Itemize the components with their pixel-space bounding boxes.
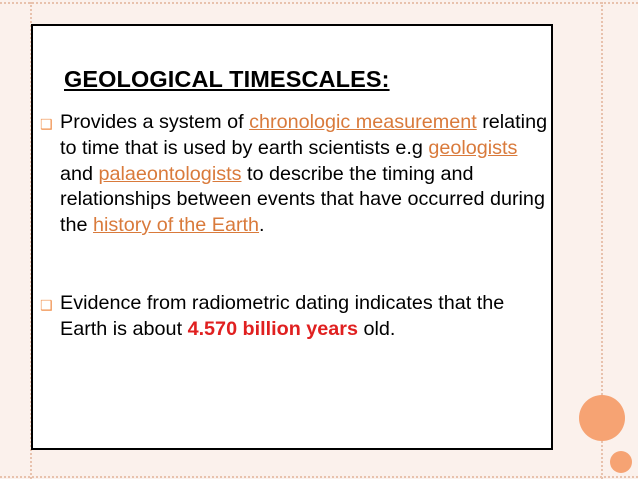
decorative-circle-small — [610, 451, 632, 473]
bottom-dotted-rule — [0, 476, 638, 478]
bullet-text-segment: Provides a system of — [60, 111, 250, 133]
bullet-text — [40, 291, 548, 343]
bullet-text-segment: Evidence from radiometric dating indicates that the Earth is about — [60, 292, 505, 340]
slide-title: GEOLOGICAL TIMESCALES: — [64, 66, 390, 92]
bullet-item — [40, 110, 548, 239]
palaeontologists-link[interactable]: palaeontologists — [98, 162, 242, 185]
bullet-text-segment: to describe the timing and relationships between events that have occurred during the — [60, 162, 545, 237]
bullet-text-segment: relating to time that is used by earth scientists e.g — [60, 111, 548, 159]
geologists-link[interactable]: geologists — [428, 136, 518, 159]
top-dotted-rule — [0, 2, 638, 4]
earth-age-highlight: 4.570 billion years — [187, 317, 358, 340]
decorative-circle-large — [579, 395, 625, 441]
bullet-square-icon: ❑ — [40, 116, 53, 132]
bullet-text — [40, 110, 548, 239]
bullet-item — [40, 291, 548, 343]
bullet-text-segment: old. — [358, 317, 396, 340]
bullet-square-icon: ❑ — [40, 297, 53, 313]
bullet-text-segment: . — [259, 214, 265, 237]
history-of-the-earth-link[interactable]: history of the Earth — [93, 214, 260, 237]
chronologic-measurement-link[interactable]: chronologic measurement — [249, 111, 477, 133]
bullet-text-segment: and — [60, 162, 99, 185]
